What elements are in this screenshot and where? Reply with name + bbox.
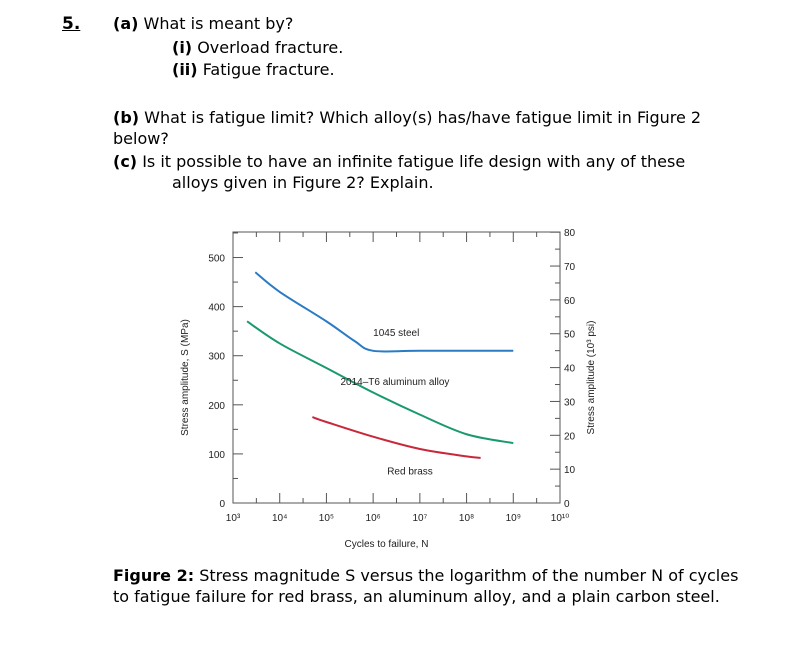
y-right-tick-label: 60 — [564, 295, 576, 307]
y-tick-label: 500 — [208, 253, 225, 265]
y-right-tick-label: 30 — [564, 397, 576, 409]
part-c-label: (c) — [113, 152, 138, 171]
series-line-red-brass — [312, 417, 480, 458]
y-tick-label: 0 — [219, 499, 225, 510]
figure-caption — [113, 565, 743, 607]
y-tick-label: 400 — [208, 302, 225, 314]
x-axis-label: Cycles to failure, N — [344, 539, 429, 550]
series-label-red-brass: Red brass — [387, 466, 433, 478]
y-tick-label: 300 — [208, 351, 225, 363]
part-b-text-1: What is fatigue limit? Which alloy(s) has/have fatigue limit in Figure 2 — [144, 108, 702, 127]
y-right-tick-label: 50 — [564, 329, 576, 341]
y-axis-label-right: Stress amplitude (10³ psi) — [586, 320, 597, 435]
y-tick-label: 100 — [208, 449, 225, 461]
part-a-ii-line — [172, 60, 335, 80]
plot-frame — [233, 232, 560, 503]
part-b-label: (b) — [113, 108, 140, 127]
x-tick-label: 10⁸ — [458, 513, 475, 524]
question-number: 5. — [62, 14, 81, 34]
figure-2-chart — [170, 218, 610, 563]
part-b-line-1 — [113, 108, 701, 128]
y-tick-label: 200 — [208, 400, 225, 412]
part-c-text-1: Is it possible to have an infinite fatigue life design with any of these — [142, 152, 686, 171]
y-right-tick-label: 80 — [564, 228, 576, 240]
y-right-tick-label: 10 — [564, 465, 576, 477]
y-axis-label: Stress amplitude, S (MPa) — [180, 319, 191, 436]
part-a-label: (a) — [113, 14, 139, 33]
part-a-ii-label: (ii) — [172, 60, 198, 79]
x-tick-label: 10⁶ — [365, 513, 381, 524]
x-tick-label: 10¹⁰ — [550, 513, 570, 524]
x-tick-label: 10⁷ — [412, 513, 428, 524]
part-a-i-text: Overload fracture. — [197, 38, 344, 57]
part-a-line — [113, 14, 293, 34]
y-right-tick-label: 40 — [564, 363, 576, 375]
part-b-line-2: below? — [113, 129, 169, 148]
part-a-text: What is meant by? — [143, 14, 294, 33]
x-tick-label: 10⁹ — [505, 513, 521, 524]
x-tick-label: 10³ — [225, 513, 241, 524]
series-line-1045-steel — [255, 272, 513, 351]
y-right-tick-label: 20 — [564, 431, 576, 443]
part-c-line-1 — [113, 152, 685, 172]
x-tick-label: 10⁴ — [272, 513, 288, 524]
series-label-2014-t6-aluminum-alloy: 2014–T6 aluminum alloy — [340, 377, 450, 389]
part-a-i-line — [172, 38, 343, 58]
y-right-tick-label: 0 — [564, 499, 570, 510]
y-right-tick-label: 70 — [564, 262, 576, 274]
caption-label: Figure 2: — [113, 566, 195, 585]
chart-svg — [170, 218, 610, 563]
part-c-line-2: alloys given in Figure 2? Explain. — [172, 173, 434, 192]
part-a-i-label: (i) — [172, 38, 193, 57]
caption-text: Stress magnitude S versus the logarithm of the number N of cycles to fatigue failure for red brass, an aluminum alloy, and a plain carbon steel. — [113, 566, 739, 606]
part-a-ii-text: Fatigue fracture. — [202, 60, 335, 79]
series-label-1045-steel: 1045 steel — [373, 328, 420, 340]
x-tick-label: 10⁵ — [318, 513, 335, 524]
